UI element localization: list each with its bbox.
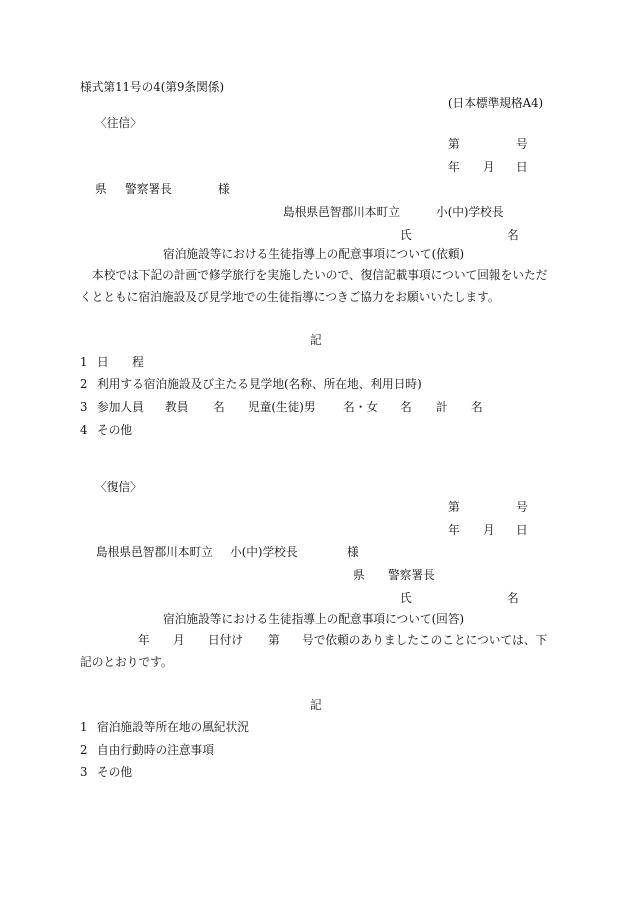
teachers-label: 教員 bbox=[165, 400, 189, 414]
outgoing-item-text: 日 程 bbox=[97, 355, 144, 369]
reply-date-day: 日 bbox=[516, 523, 528, 537]
reply-addressee-title: 小(中)学校長 bbox=[230, 545, 298, 559]
reply-item-text: 自由行動時の注意事項 bbox=[97, 743, 214, 757]
outgoing-sender-title: 小(中)学校長 bbox=[436, 205, 504, 219]
reply-name-given: 名 bbox=[507, 591, 519, 605]
outgoing-ki-heading: 記 bbox=[310, 333, 322, 347]
outgoing-item-number: 1 bbox=[80, 355, 88, 369]
reply-sender-prefecture: 県 bbox=[353, 568, 365, 582]
reply-name-family: 氏 bbox=[400, 591, 412, 605]
outgoing-date-year: 年 bbox=[448, 160, 460, 174]
reply-date-year: 年 bbox=[448, 523, 460, 537]
reply-body-month: 月 bbox=[173, 633, 185, 647]
students-female-unit: 名 bbox=[400, 400, 412, 414]
reply-item-text: 宿泊施設等所在地の風紀状況 bbox=[97, 720, 249, 734]
form-number: 様式第11号の4(第9条関係) bbox=[80, 80, 225, 94]
reply-body-day-suffix: 日付け bbox=[208, 633, 244, 647]
outgoing-sender-school: 島根県邑智郡川本町立 bbox=[283, 205, 400, 219]
reply-item-text: その他 bbox=[97, 765, 133, 779]
outgoing-addressee-title: 警察署長 bbox=[125, 182, 172, 196]
reply-doc-number-suffix: 号 bbox=[516, 500, 528, 514]
participants-label: 参加人員 bbox=[97, 400, 144, 414]
outgoing-addressee-prefecture: 県 bbox=[95, 182, 107, 196]
outgoing-date-month: 月 bbox=[483, 160, 495, 174]
outgoing-doc-number-prefix: 第 bbox=[448, 137, 460, 151]
outgoing-item-number: 4 bbox=[80, 423, 88, 437]
reply-body-line-1-rest: 号で依頼のありましたこのことについては、下 bbox=[302, 633, 548, 647]
reply-body-year: 年 bbox=[138, 633, 150, 647]
outgoing-body-line-2: くとともに宿泊施設及び見学地での生徒指導につきご協力をお願いいたします。 bbox=[80, 290, 500, 304]
students-male-label: 児童(生徒)男 bbox=[248, 400, 316, 414]
outgoing-name-family: 氏 bbox=[400, 228, 412, 242]
outgoing-item-number: 3 bbox=[80, 400, 88, 414]
outgoing-item-number: 2 bbox=[80, 377, 88, 391]
reply-sender-title: 警察署長 bbox=[388, 568, 435, 582]
reply-item-number: 3 bbox=[80, 765, 88, 779]
outgoing-heading: 〈往信〉 bbox=[95, 116, 142, 130]
outgoing-body-line-1: 本校では下記の計画で修学旅行を実施したいので、復信記載事項について回報をいただ bbox=[92, 268, 548, 282]
outgoing-doc-number-suffix: 号 bbox=[516, 137, 528, 151]
reply-subject: 宿泊施設等における生徒指導上の配意事項について(回答) bbox=[163, 612, 465, 626]
reply-heading: 〈復信〉 bbox=[95, 480, 142, 494]
outgoing-date-day: 日 bbox=[516, 160, 528, 174]
outgoing-name-given: 名 bbox=[507, 228, 519, 242]
students-female-label: 名・女 bbox=[343, 400, 379, 414]
reply-doc-number-prefix: 第 bbox=[448, 500, 460, 514]
reply-item-number: 2 bbox=[80, 743, 88, 757]
reply-body-dai: 第 bbox=[268, 633, 280, 647]
total-unit: 名 bbox=[471, 400, 483, 414]
reply-addressee-school: 島根県邑智郡川本町立 bbox=[96, 545, 213, 559]
teachers-unit: 名 bbox=[213, 400, 225, 414]
reply-ki-heading: 記 bbox=[310, 698, 322, 712]
reply-addressee-honorific: 様 bbox=[347, 545, 359, 559]
reply-date-month: 月 bbox=[483, 523, 495, 537]
total-label: 計 bbox=[436, 400, 448, 414]
paper-size-note: (日本標準規格A4) bbox=[448, 96, 544, 110]
reply-item-number: 1 bbox=[80, 720, 88, 734]
reply-body-line-2: 記のとおりです。 bbox=[80, 655, 173, 669]
outgoing-subject: 宿泊施設等における生徒指導上の配意事項について(依頼) bbox=[163, 247, 465, 261]
outgoing-item-text: 利用する宿泊施設及び主たる見学地(名称、所在地、利用日時) bbox=[97, 377, 422, 391]
outgoing-addressee-honorific: 様 bbox=[218, 182, 230, 196]
outgoing-item-text: その他 bbox=[97, 423, 133, 437]
